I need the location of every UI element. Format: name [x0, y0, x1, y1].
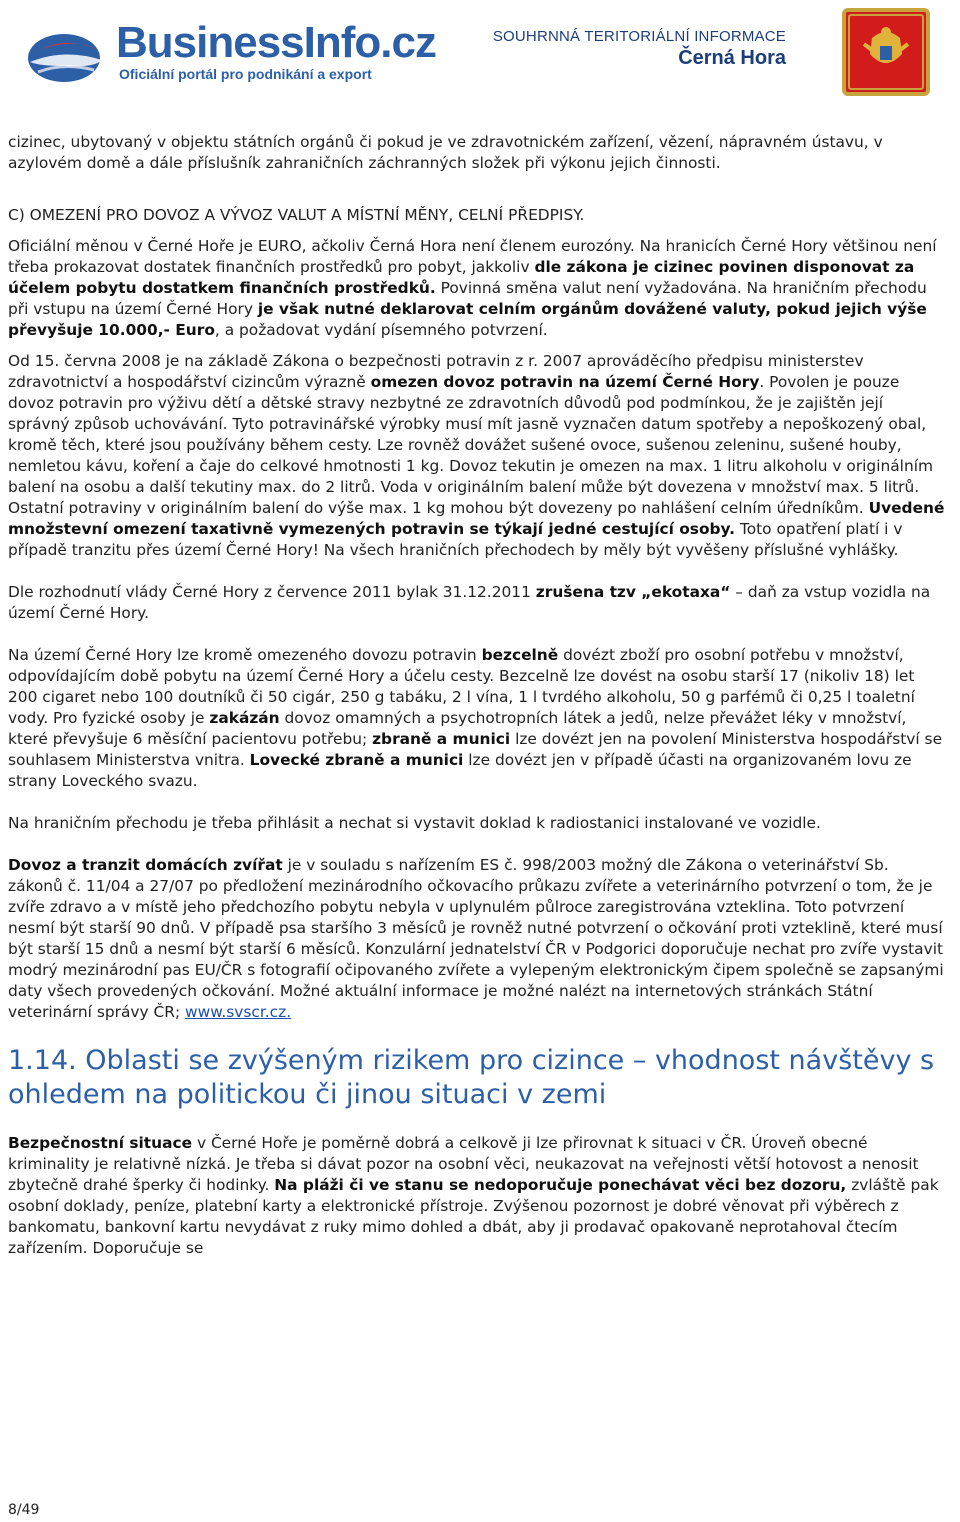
- paragraph-pets: Dovoz a tranzit domácích zvířat je v souladu s nařízením ES č. 998/2003 možný dle Zákona o veterinářství Sb. zákonů č. 11/04 a 27/07 po předložení mezinárodního očkovacího průkazu zvířete a veterinárního potvrzení o tom, že je zvíře zdravo a v místě jeho předchozího pobytu nebyla v uplynulém půlroce zaregistrována vzteklina. Toto potvrzení nesmí být starší 90 dnů. V případě psa staršího 3 měsíců je rovněž nutné potvrzení o očkování proti vzteklině, které musí být starší 15 dnů a nesmí být starší 6 měsíců. Konzulární jednatelství ČR v Podgorici doporučuje nechat pro zvíře vystavit modrý mezinárodní pas EU/ČR s fotografií očipovaného zvířete a vylepeným elektronickým čipem společně se zapsanými daty všech provedených očkování. Možné aktuální informace je možné nalézt na internetových stránkách Státní veterinární správy ČR; www.svscr.cz.: [8, 856, 944, 1021]
- globe-icon: [24, 28, 108, 84]
- paragraph: cizinec, ubytovaný v objektu státních orgánů či pokud je ve zdravotnickém zařízení, vězení, nápravném ústavu, v azylovém domě a dále příslušník zahraničních záchranných složek při výkonu jejich činnosti.: [8, 133, 883, 172]
- paragraph-ecotax: Dle rozhodnutí vlády Černé Hory z července 2011 bylak 31.12.2011 zrušena tzv „ekotaxa“ – daň za vstup vozidla na území Černé Hory.: [8, 583, 931, 622]
- paragraph-food-import: Od 15. června 2008 je na základě Zákona o bezpečnosti potravin z r. 2007 aprováděcího předpisu ministerstev zdravotnictví a hospodářství cizincům výrazně omezen dovoz potravin na území Černé Hory. Povolen je pouze dovoz potravin pro výživu dětí a dětské stravy nezbytné ze zdravotních důvodů pod podmínkou, že je zajištěn její správný způsob uchovávání. Tyto potravinářské výrobky musí mít jasně vyznačen datum spotřeby a nepoškozený obal, kromě těch, které jsou používány během cesty. Lze rovněž dovážet sušené ovoce, sušenou zeleninu, sušené houby, nemletou kávu, koření a čaje do celkové hmotnosti 1 kg. Dovoz tekutin je omezen na max. 1 litru alkoholu v originálním balení na osobu a další tekutiny max. do 2 litrů. Voda v originálním balení může být dovezena v množství max. 5 litrů. Ostatní potraviny v originálním balení do výše max. 1 kg mohou být dovezeny po nahlášení celním úředníkům. Uvedené množstevní omezení taxativně vymezených potravin se týkají jedné cestující osoby. Toto opatření platí i v případě tranzitu přes území Černé Hory! Na všech hraničních přechodech by měly být vyvěšeny příslušné vyhlášky.: [8, 352, 945, 559]
- page-number: 8/49: [8, 1502, 40, 1518]
- montenegro-flag-icon: [842, 8, 930, 96]
- paragraph-duty-free: Na území Černé Hory lze kromě omezeného dovozu potravin bezcelně dovézt zboží pro osobní potřebu v množství, odpovídajícím době pobytu na území Černé Hory a účelu cesty. Bezcelně lze dovést na osobu starší 17 (nikoliv 18) let 200 cigaret nebo 100 doutníků či 50 cigár, 250 g tabáku, 2 l vína, 1 l tvrdého alkoholu, 50 g parfémů či 0,25 l toaletní vody. Pro fyzické osoby je zakázán dovoz omamných a psychotropních látek a jedů, nelze převážet léky v množství, které převyšuje 6 měsíční pacientovu potřebu; zbraně a munici lze dovézt jen na povolení Ministerstva hospodářství se souhlasem Ministerstva vnitra. Lovecké zbraně a munici lze dovézt jen v případě účasti na organizovaném lovu ze strany Loveckého svazu.: [8, 646, 943, 790]
- section-c-title: C) OMEZENÍ PRO DOVOZ A VÝVOZ VALUT A MÍSTNÍ MĚNY, CELNÍ PŘEDPISY.: [8, 206, 585, 224]
- section-heading-1-14: 1.14. Oblasti se zvýšeným rizikem pro cizince – vhodnost návštěvy s ohledem na politickou či jinou situaci v zemi: [8, 1045, 935, 1110]
- document-kicker: SOUHRNNÁ TERITORIÁLNÍ INFORMACE: [492, 28, 786, 45]
- businessinfo-logo[interactable]: [24, 18, 436, 84]
- paragraph-security: Bezpečnostní situace v Černé Hoře je poměrně dobrá a celkově ji lze přirovnat k situaci v ČR. Úroveň obecné kriminality je relativně nízká. Je třeba si dávat pozor na osobní věci, neukazovat na veřejnosti větší hotovost a nenosit zbytečně drahé šperky či hodinky. Na pláži či ve stanu se nedoporučuje ponechávat věci bez dozoru, zvláště pak osobní doklady, peníze, platební karty a elektronické přístroje. Zvýšenou pozornost je dobré věnovat při výběrech z bankomatu, bankovní kartu nevydávat z ruky mimo dohled a dbát, aby ji prodavač opakovaně neprotahoval čtecím zařízením. Doporučuje se: [8, 1134, 939, 1257]
- logo-tagline: Oficiální portál pro podnikání a export: [119, 66, 372, 82]
- svscr-link[interactable]: www.svscr.cz.: [185, 1003, 292, 1021]
- paragraph-currency: Oficiální měnou v Černé Hoře je EURO, ačkoliv Černá Hora není členem eurozóny. Na hranicích Černé Hory většinou není třeba prokazovat dostatek finančních prostředků pro pobyt, jakkoliv dle zákona je cizinec povinen disponovat za účelem pobytu dostatkem finančních prostředků. Povinná směna valut není vyžadována. Na hraničním přechodu při vstupu na území Černé Hory je však nutné deklarovat celním orgánům dovážené valuty, pokud jejich výše převyšuje 10.000,- Euro, a požadovat vydání písemného potvrzení.: [8, 237, 937, 339]
- logo-name: BusinessInfo.cz: [116, 18, 436, 67]
- header-meta: [493, 28, 786, 70]
- page-header: [0, 0, 960, 110]
- country-name: Černá Hora: [678, 47, 786, 69]
- paragraph-radio: Na hraničním přechodu je třeba přihlásit a nechat si vystavit doklad k radiostanici instalované ve vozidle.: [8, 814, 821, 832]
- document-body: [8, 132, 948, 1259]
